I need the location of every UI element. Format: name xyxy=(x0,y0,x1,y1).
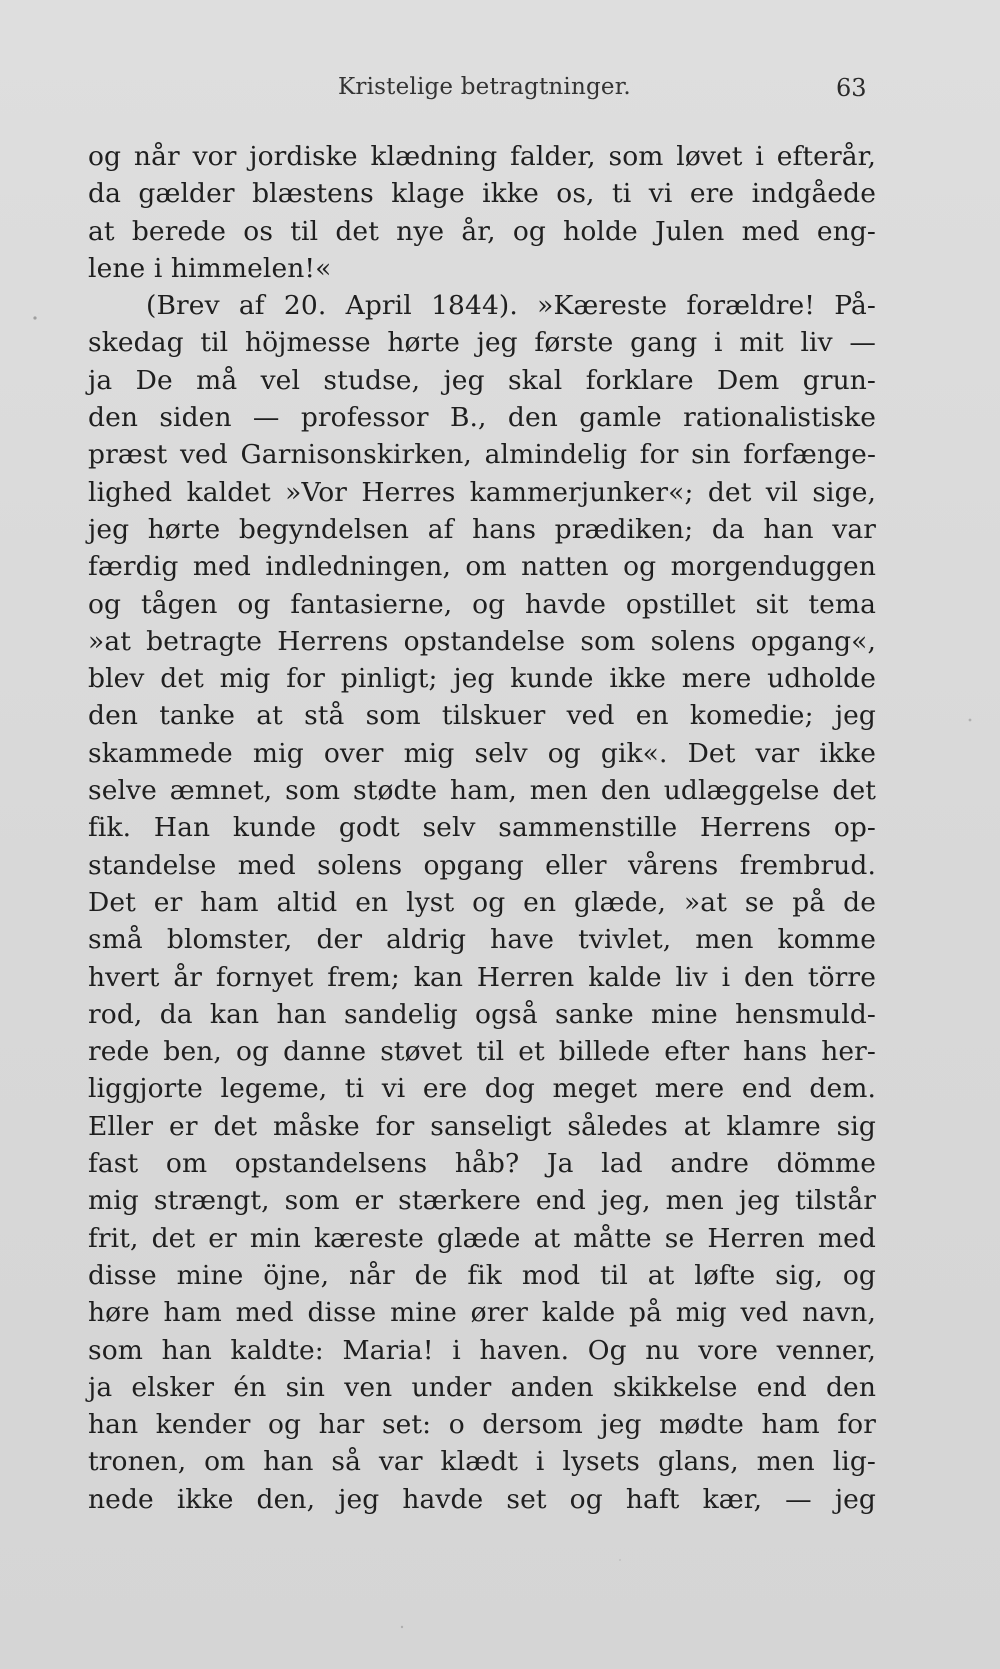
text-line: den tanke at stå som tilskuer ved en komedie; jeg xyxy=(88,700,876,732)
text-line: og når vor jordiske klædning falder, som løvet i efterår, xyxy=(88,141,876,172)
text-line: mig strængt, som er stærkere end jeg, men jeg tilstår xyxy=(88,1185,876,1217)
text-line: som han kaldte: Maria! i haven. Og nu vore venner, xyxy=(88,1334,876,1366)
text-line: færdig med indledningen, om natten og morgenduggen xyxy=(88,551,876,583)
text-line: høre ham med disse mine ører kalde på mig ved navn, xyxy=(88,1297,876,1329)
text-line: ja elsker én sin ven under anden skikkelse end den xyxy=(88,1371,876,1403)
page-header xyxy=(0,66,1000,110)
text-line: rede ben, og danne støvet til et billede efter hans her- xyxy=(88,1036,876,1068)
text-line: at berede os til det nye år, og holde Julen med eng- xyxy=(88,215,876,247)
text-line: liggjorte legeme, ti vi ere dog meget mere end dem. xyxy=(88,1073,876,1105)
text-line: Det er ham altid en lyst og en glæde, »at se på de xyxy=(88,886,876,918)
text-line: hvert år fornyet frem; kan Herren kalde liv i den törre xyxy=(88,961,876,993)
text-line: ja De må vel studse, jeg skal forklare Dem grun- xyxy=(88,364,876,396)
text-line: blev det mig for pinligt; jeg kunde ikke mere udholde xyxy=(88,663,876,695)
text-line: Eller er det måske for sanseligt således at klamre sig xyxy=(88,1110,876,1142)
text-line: han kender og har set: o dersom jeg mødte ham for xyxy=(88,1409,876,1441)
text-line: selve æmnet, som stødte ham, men den udlæggelse det xyxy=(88,775,876,807)
text-line: skedag til höjmesse hørte jeg første gang i mit liv — xyxy=(88,327,876,359)
text-line: skammede mig over mig selv og gik«. Det var ikke xyxy=(88,737,876,769)
text-line: den siden — professor B., den gamle rationalistiske xyxy=(88,402,876,434)
body-text xyxy=(88,138,876,1518)
text-line: (Brev af 20. April 1844). »Kæreste forældre! På- xyxy=(146,290,876,322)
text-line: da gælder blæstens klage ikke os, ti vi ere indgåede xyxy=(88,178,876,210)
text-line: lene i himmelen!« xyxy=(88,252,332,284)
text-line: tronen, om han så var klædt i lysets glans, men lig- xyxy=(88,1446,876,1478)
text-line: frit, det er min kæreste glæde at måtte se Herren med xyxy=(88,1222,876,1254)
text-line: rod, da kan han sandelig også sanke mine hensmuld- xyxy=(88,998,876,1030)
text-line: jeg hørte begyndelsen af hans prædiken; da han var xyxy=(88,513,876,545)
text-line: lighed kaldet »Vor Herres kammerjunker«; det vil sige, xyxy=(88,476,876,508)
text-line: præst ved Garnisonskirken, almindelig for sin forfænge- xyxy=(88,439,876,471)
text-line: disse mine öjne, når de fik mod til at løfte sig, og xyxy=(88,1259,876,1291)
text-line: fast om opstandelsens håb? Ja lad andre dömme xyxy=(88,1148,876,1180)
running-title: Kristelige betragtninger. xyxy=(338,74,631,100)
text-line: og tågen og fantasierne, og havde opstillet sit tema xyxy=(88,588,876,620)
text-line: nede ikke den, jeg havde set og haft kær, — jeg xyxy=(88,1483,876,1515)
text-line: »at betragte Herrens opstandelse som solens opgang«, xyxy=(88,625,876,657)
text-line: fik. Han kunde godt selv sammenstille Herrens op- xyxy=(88,812,876,844)
page-number: 63 xyxy=(836,74,867,102)
text-line: standelse med solens opgang eller vårens frembrud. xyxy=(88,849,876,881)
text-line: små blomster, der aldrig have tvivlet, men komme xyxy=(88,924,876,956)
